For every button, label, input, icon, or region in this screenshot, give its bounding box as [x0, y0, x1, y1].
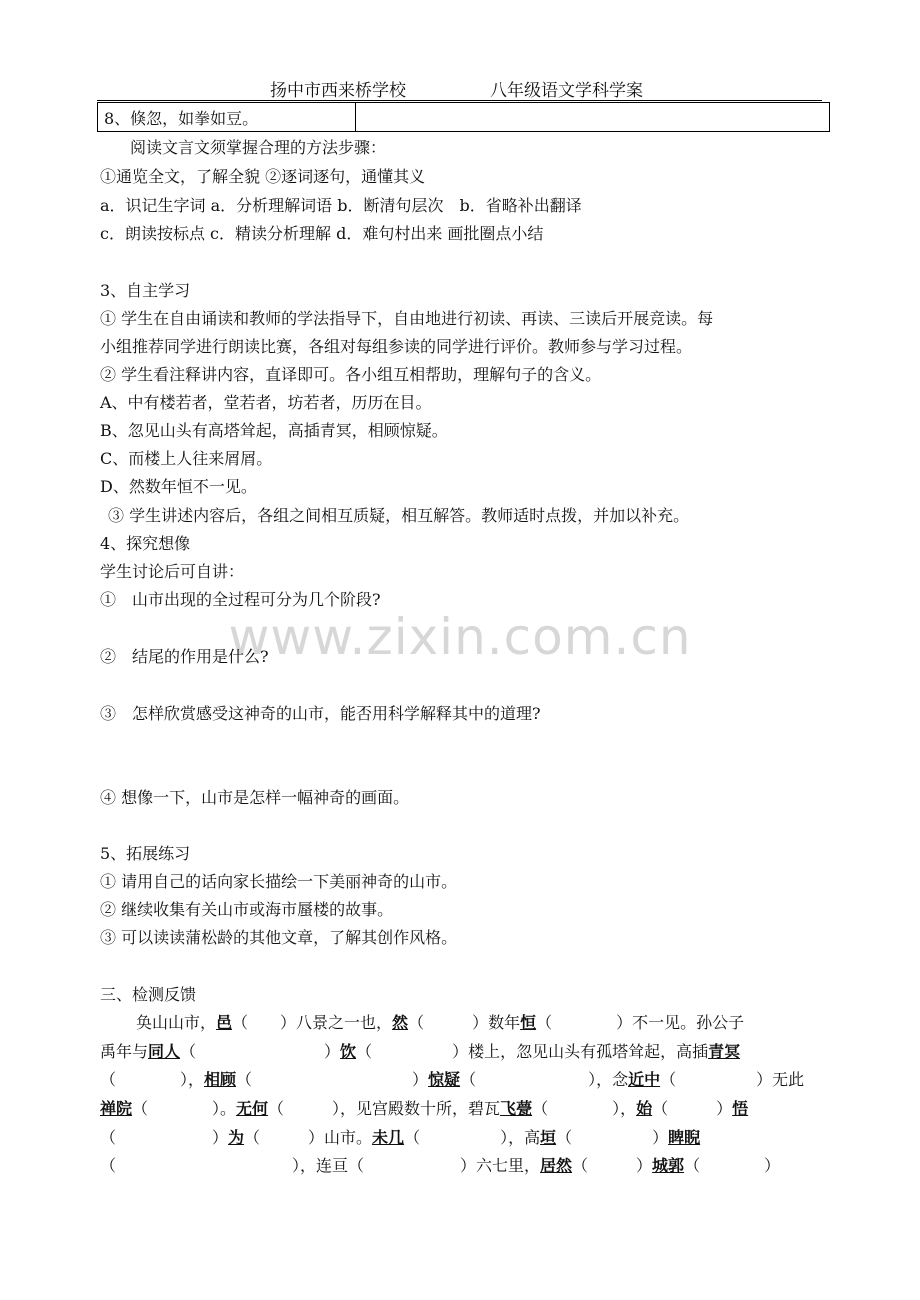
quiz-keyword: 飞甍 — [500, 1099, 533, 1118]
quiz-keyword: 相顾 — [204, 1070, 237, 1089]
method-row-2: c．朗读按标点 c．精读分析理解 d．难句村出来 画批圈点小结 — [100, 224, 544, 243]
quiz-blank: （ ）不一见。孙公子 — [536, 1013, 745, 1032]
section-heading: 4、探究想像 — [100, 534, 191, 553]
quiz-keyword: 同人 — [148, 1042, 181, 1061]
question-2: ② 结尾的作用是什么? — [100, 647, 269, 666]
quiz-keyword: 睥睨 — [668, 1128, 701, 1147]
paragraph-line: 小组推荐同学进行朗读比赛，各组对每组参读的同学进行评价。教师参与学习过程。 — [100, 337, 693, 356]
quiz-keyword: 饮 — [340, 1042, 357, 1061]
quiz-row — [136, 1012, 744, 1034]
quiz-keyword: 悟 — [732, 1099, 749, 1118]
quiz-keyword: 无何 — [236, 1099, 269, 1118]
question-1: ① 山市出现的全过程可分为几个阶段? — [100, 590, 381, 609]
table-cell: 8、倏忽，如拳如豆。 — [98, 103, 356, 132]
quiz-blank: （ ） — [684, 1156, 781, 1175]
method-row-1: a．识记生字词 a．分析理解词语 b．断清句层次 b．省略补出翻译 — [100, 196, 582, 215]
quiz-blank: （ ），高 — [404, 1128, 541, 1147]
quiz-blank: （ ）山市。 — [244, 1128, 373, 1147]
question-4: ④ 想像一下，山市是怎样一幅神奇的画面。 — [100, 788, 410, 807]
quiz-blank: （ ） — [100, 1128, 229, 1147]
vocab-table — [97, 102, 830, 132]
quiz-row — [100, 1127, 700, 1149]
quiz-blank: （ ） — [652, 1099, 733, 1118]
paragraph-line: 学生讨论后可自讲： — [100, 562, 245, 581]
quiz-blank: （ ） — [180, 1042, 341, 1061]
quiz-blank: （ ）八景之一也， — [232, 1013, 393, 1032]
watermark: www.zixin.com.cn — [228, 608, 692, 666]
quiz-keyword: 为 — [228, 1128, 245, 1147]
quiz-blank: （ ） — [556, 1128, 669, 1147]
section-heading: 3、自主学习 — [100, 281, 191, 300]
paragraph-line: ① 学生在自由诵读和教师的学法指导下，自由地进行初读、再读、三读后开展竞读。每 — [100, 309, 714, 328]
method-steps: ①通览全文，了解全貌 ②逐词逐句，通懂其义 — [100, 167, 426, 186]
table-cell-empty — [356, 103, 830, 132]
quiz-blank: （ ）楼上，忽见山头有孤塔耸起，高插 — [356, 1042, 709, 1061]
quiz-blank: （ ），念 — [460, 1070, 629, 1089]
quiz-blank: （ ）， — [100, 1070, 205, 1089]
section-heading: 三、检测反馈 — [100, 985, 197, 1004]
quiz-blank: （ ） — [572, 1156, 653, 1175]
quiz-keyword: 垣 — [540, 1128, 557, 1147]
section-heading: 5、拓展练习 — [100, 844, 191, 863]
header-divider — [97, 100, 822, 101]
quiz-keyword: 近中 — [628, 1070, 661, 1089]
sentence-d: D、然数年恒不一见。 — [100, 477, 257, 496]
paragraph-line: ② 学生看注释讲内容，直译即可。各小组互相帮助，理解句子的含义。 — [100, 365, 602, 384]
question-3: ③ 怎样欣赏感受这神奇的山市，能否用科学解释其中的道理? — [100, 704, 541, 723]
quiz-blank: （ ）， — [532, 1099, 637, 1118]
quiz-text: 奂山山市， — [136, 1013, 217, 1032]
quiz-row — [100, 1041, 740, 1063]
quiz-keyword: 禅院 — [100, 1099, 133, 1118]
quiz-blank: （ ）数年 — [408, 1013, 521, 1032]
quiz-keyword: 始 — [636, 1099, 653, 1118]
quiz-blank: （ ）。 — [132, 1099, 237, 1118]
page-header — [0, 76, 920, 100]
exercise-2: ② 继续收集有关山市或海市蜃楼的故事。 — [100, 900, 394, 919]
quiz-blank: （ ），见宫殿数十所，碧瓦 — [268, 1099, 501, 1118]
quiz-keyword: 青冥 — [708, 1042, 741, 1061]
sentence-c: C、而楼上人往来屑屑。 — [100, 449, 273, 468]
quiz-keyword: 居然 — [540, 1156, 573, 1175]
quiz-row — [100, 1155, 780, 1177]
quiz-keyword: 邑 — [216, 1013, 233, 1032]
sentence-a: A、中有楼若者，堂若者，坊若者，历历在目。 — [100, 393, 432, 412]
quiz-keyword: 惊疑 — [428, 1070, 461, 1089]
quiz-keyword: 城郭 — [652, 1156, 685, 1175]
subject-title: 八年级语文学科学案 — [490, 81, 643, 101]
method-intro: 阅读文言文须掌握合理的方法步骤： — [130, 138, 387, 157]
exercise-1: ① 请用自己的话向家长描绘一下美丽神奇的山市。 — [100, 872, 458, 891]
exercise-3: ③ 可以读读蒲松龄的其他文章，了解其创作风格。 — [100, 928, 458, 947]
quiz-blank: （ ）无此 — [660, 1070, 805, 1089]
quiz-row — [100, 1069, 804, 1091]
quiz-row — [100, 1098, 748, 1120]
quiz-keyword: 未几 — [372, 1128, 405, 1147]
school-name: 扬中市西来桥学校 — [270, 81, 406, 101]
quiz-text: 禹年与 — [100, 1042, 149, 1061]
paragraph-line: ③ 学生讲述内容后，各组之间相互质疑，相互解答。教师适时点拨，并加以补充。 — [108, 506, 690, 525]
quiz-blank: （ ），连亘（ ）六七里， — [100, 1156, 541, 1175]
sentence-b: B、忽见山头有高塔耸起，高插青冥，相顾惊疑。 — [100, 421, 448, 440]
quiz-blank: （ ） — [236, 1070, 429, 1089]
quiz-keyword: 恒 — [520, 1013, 537, 1032]
quiz-keyword: 然 — [392, 1013, 409, 1032]
